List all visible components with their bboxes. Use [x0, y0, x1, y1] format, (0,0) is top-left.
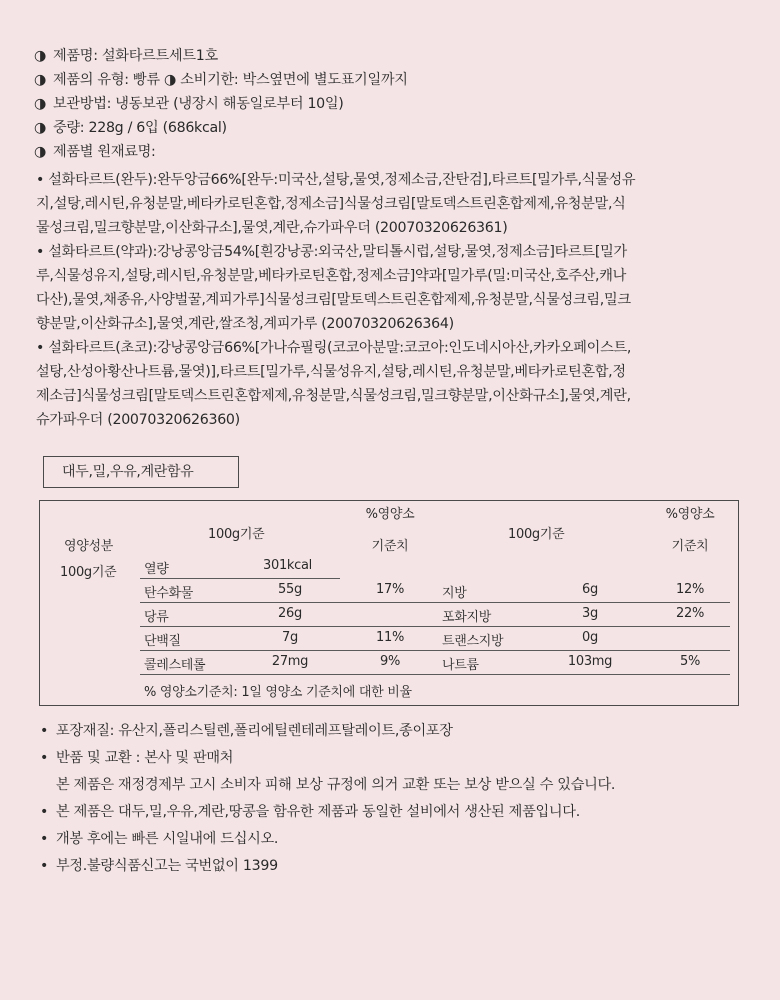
- calories-underline: [140, 578, 340, 579]
- bullet-icon: •: [40, 723, 49, 739]
- ingredient-line: 물성크림,밀크향분말,이산화규소],물엿,계란,슈가파우더 (20070320626361): [36, 220, 508, 236]
- ingredient-line: • 설화타르트(완두):완두앙금66%[완두:미국산,설탕,물엿,정제소금,잔탄검],타르트[밀가루,식물성유: [36, 172, 636, 188]
- ingredients-list: [36, 168, 754, 432]
- weight-row: [34, 116, 754, 140]
- bullet-icon: •: [40, 858, 49, 874]
- nutrient-value: 26g: [278, 606, 302, 621]
- row-divider: [140, 602, 730, 603]
- row-divider: [140, 626, 730, 627]
- row-divider: [140, 674, 730, 675]
- note-text: 본 제품은 재정경제부 고시 소비자 피해 보상 규정에 의거 교환 또는 보상 받으실 수 있습니다.: [56, 777, 616, 793]
- half-circle-icon: ◑: [34, 96, 47, 112]
- ingredient-line: 설탕,산성아황산나트륨,물엿)],타르트[밀가루,식물성유지,설탕,레시틴,유청분말,베타카로틴혼합,정: [36, 364, 626, 380]
- half-circle-icon: ◑: [34, 144, 47, 160]
- note-text: 부정.불량식품신고는 국번없이 1399: [56, 858, 278, 874]
- note-text: 개봉 후에는 빠른 시일내에 드십시오.: [56, 831, 279, 847]
- nutrition-footnote: % 영양소기준치: 1일 영양소 기준치에 대한 비율: [144, 685, 412, 700]
- notes-list: [40, 718, 760, 880]
- note-item: [40, 826, 760, 853]
- nutrient-value: 3g: [582, 606, 598, 621]
- allergy-box: 대두,밀,우유,계란함유: [43, 456, 239, 488]
- bullet-icon: •: [40, 804, 49, 820]
- storage-method: 보관방법: 냉동보관 (냉장시 해동일로부터 10일): [53, 96, 344, 112]
- product-name-row: [34, 44, 754, 68]
- note-text: 본 제품은 대두,밀,우유,계란,땅콩을 함유한 제품과 동일한 설비에서 생산된 제품입니다.: [56, 804, 580, 820]
- nutrient-value: 55g: [278, 582, 302, 597]
- product-expiry: 소비기한: 박스옆면에 별도표기일까지: [180, 72, 408, 88]
- product-type-row: [34, 68, 754, 92]
- nutrient-name: 지방: [442, 586, 467, 601]
- nutrient-name: 트랜스지방: [442, 634, 504, 649]
- ingredient-line: 지,설탕,레시틴,유청분말,베타카로틴혼합,정제소금]식물성크림[말토덱스트린혼합제제,유청분말,식: [36, 196, 626, 212]
- ingredient-line: 루,식물성유지,설탕,레시틴,유청분말,베타카로틴혼합,정제소금]약과[밀가루(밀:미국산,호주산,캐나: [36, 268, 627, 284]
- nutrient-name: 콜레스테롤: [144, 658, 206, 673]
- base-label: 100g기준: [60, 565, 117, 580]
- product-name: 제품명: 설화타르트세트1호: [53, 48, 218, 64]
- note-item: [40, 853, 760, 880]
- note-text: 반품 및 교환 : 본사 및 판매처: [56, 750, 234, 766]
- nutrient-dv: 11%: [376, 630, 404, 645]
- nutrient-dv: 17%: [376, 582, 404, 597]
- ingredients-title: 제품별 원재료명:: [53, 144, 156, 160]
- nutrient-value: 103mg: [567, 654, 613, 669]
- note-item: [40, 718, 760, 745]
- nutrient-value: 0g: [582, 630, 598, 645]
- component-label: 영양성분: [64, 539, 114, 554]
- right-base-header: 100g기준: [508, 527, 565, 542]
- note-item: [40, 772, 760, 799]
- nutrient-dv: 12%: [676, 582, 704, 597]
- nutrient-value: 6g: [582, 582, 598, 597]
- ingredient-line: 다산),물엿,채종유,사양벌꿀,계피가루]식물성크림[말토덱스트린혼합제제,유청분말,식물성크림,밀크: [36, 292, 631, 308]
- ingredient-line: 향분말,이산화규소],물엿,계란,쌀조청,계피가루 (20070320626364): [36, 316, 454, 332]
- bullet-icon: •: [40, 750, 49, 766]
- product-type: 제품의 유형: 빵류: [53, 72, 160, 88]
- nutrient-value: 27mg: [271, 654, 309, 669]
- nutrition-table: [39, 500, 739, 706]
- note-item: [40, 745, 760, 772]
- nutrient-dv: 22%: [676, 606, 704, 621]
- ingredients-title-row: [34, 140, 754, 164]
- left-base-header: 100g기준: [208, 527, 265, 542]
- nutrient-value: 7g: [282, 630, 298, 645]
- ingredient-line: • 설화타르트(약과):강낭콩앙금54%[흰강낭콩:외국산,말티톨시럽,설탕,물엿,정제소금]타르트[밀가: [36, 244, 627, 260]
- nutrient-name: 당류: [144, 610, 169, 625]
- nutrient-name: 나트륨: [442, 658, 479, 673]
- right-dv-header-top: %영양소: [665, 507, 715, 522]
- calories-value: 301kcal: [263, 558, 312, 573]
- half-circle-icon: ◑: [163, 72, 177, 88]
- left-dv-header-bottom: 기준치: [371, 539, 409, 554]
- bullet-icon: •: [40, 831, 49, 847]
- nutrient-dv: 5%: [679, 654, 701, 669]
- note-text: 포장재질: 유산지,폴리스틸렌,폴리에틸렌테레프탈레이트,종이포장: [56, 723, 453, 739]
- half-circle-icon: ◑: [34, 72, 47, 88]
- half-circle-icon: ◑: [34, 48, 47, 64]
- nutrient-name: 탄수화물: [144, 586, 194, 601]
- ingredient-line: • 설화타르트(초코):강낭콩앙금66%[가나슈필링(코코아분말:코코아:인도네시아산,카카오페이스트,: [36, 340, 632, 356]
- product-weight: 중량: 228g / 6입 (686kcal): [53, 120, 227, 136]
- half-circle-icon: ◑: [34, 120, 47, 136]
- nutrient-name: 단백질: [144, 634, 181, 649]
- right-dv-header-bottom: 기준치: [671, 539, 709, 554]
- ingredient-line: 슈가파우더 (20070320626360): [36, 412, 240, 428]
- left-dv-header-top: %영양소: [365, 507, 415, 522]
- ingredient-line: 제소금]식물성크림[말토덱스트린혼합제제,유청분말,식물성크림,밀크향분말,이산화규소],물엿,계란,: [36, 388, 631, 404]
- nutrient-dv: 9%: [379, 654, 401, 669]
- note-item: [40, 799, 760, 826]
- nutrient-name: 포화지방: [442, 610, 492, 625]
- product-info: [34, 44, 754, 164]
- storage-row: [34, 92, 754, 116]
- calories-label: 열량: [144, 562, 169, 577]
- row-divider: [140, 650, 730, 651]
